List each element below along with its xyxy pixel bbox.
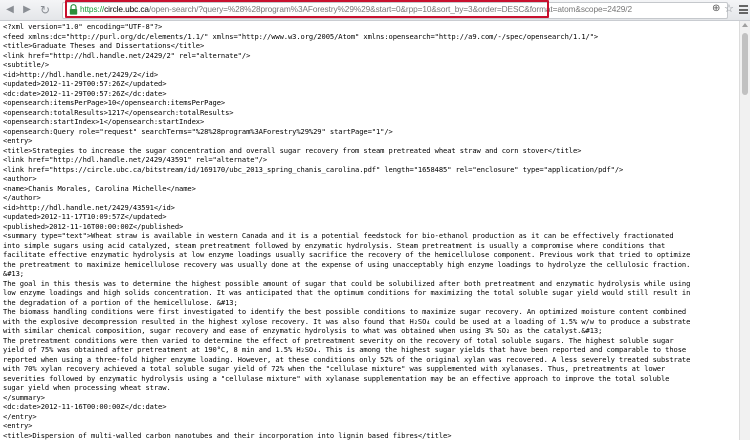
xml-line: the pretreatment to maximize hemicellulose recovery was usually done at the expense of using unacceptably high enzyme loadings to hydrolyze the cellulosic fraction. <box>3 259 691 269</box>
xml-line: <published>2012-11-16T00:00:00Z</published> <box>3 221 184 231</box>
xml-line: <entry> <box>3 136 33 145</box>
xml-line: <updated>2012-11-29T00:57:26Z</updated> <box>3 79 167 88</box>
xml-line: with similar chemical composition, sugar recovery and ease of enzymatic hydrolysis to what was obtained when using 3% SO₂ as the catalyst.&#13; <box>3 326 603 335</box>
xml-line: reported when using a three-fold higher enzyme loading. However, at these conditions only 52% of the original xylan was recovered. A less severely treated substrate <box>3 354 691 364</box>
xml-line: <link href="http://hdl.handle.net/2429/2" rel="alternate"/> <box>3 50 251 60</box>
xml-line: The goal in this thesis was to determine the highest possible amount of sugar that could be solubilized after both pretreatment and enzymatic hydrolysis while using <box>3 278 691 288</box>
xml-line: yield of 75% was obtained after pretreatment at 190°C, 8 min and 1.5% H₂SO₄. This is among the highest sugar yields that have been reported and comparable to those <box>3 345 687 354</box>
xml-line: <link href="https://circle.ubc.ca/bitstream/id/169170/ubc_2013_spring_chanis_carolina.pdf" length="1658485" rel="enclosure" type="application/pdf"/> <box>3 164 624 174</box>
xml-line: <author> <box>3 174 37 183</box>
xml-line: the degradation of a portion of the hemicellulose. &#13; <box>3 297 238 307</box>
url-scheme: https:// <box>80 4 105 14</box>
xml-line: <entry> <box>3 421 33 430</box>
xml-line: <link href="http://hdl.handle.net/2429/43591" rel="alternate"/> <box>3 155 268 164</box>
xml-line: <title>Strategies to increase the sugar concentration and overall sugar recovery from steam pretreated wheat straw and corn stover</title> <box>3 145 582 155</box>
xml-line: with the explosive decompression resulted in the highest xylose recovery. It was also found that H₂SO₄ could be used at a loading of 1.5% w/w to produce a substrate <box>3 316 691 326</box>
xml-line: <title>Graduate Theses and Dissertations</title> <box>3 41 205 50</box>
url-highlight-box <box>65 0 549 18</box>
zoom-icon[interactable]: ⊕ <box>712 3 721 14</box>
url-path: /open-search/?query=%28%28program%3AForestry%29%29&start=0&rpp=10&sort_by=3&order=DESC&format=atom&scope=2429/2 <box>148 4 633 14</box>
xml-line: into simple sugars using acid catalyzed, steam pretreatment followed by enzymatic hydrolysis. Steam pretreatment is usually a compromise where conditions that <box>3 240 666 250</box>
xml-line: </author> <box>3 193 41 202</box>
xml-line: <opensearch:Query role="request" searchTerms="%28%28program%3AForestry%29%29" startPage="1"/> <box>3 126 393 136</box>
forward-icon[interactable]: ▶ <box>23 4 31 15</box>
xml-line: <opensearch:startIndex>1</opensearch:startIndex> <box>3 117 205 126</box>
xml-line: </entry> <box>3 411 37 421</box>
xml-line: <opensearch:itemsPerPage>10</opensearch:itemsPerPage> <box>3 98 226 107</box>
vertical-scrollbar[interactable] <box>739 21 750 440</box>
xml-line: <dc:date>2012-11-29T00:57:26Z</dc:date> <box>3 88 167 98</box>
xml-line: <id>http://hdl.handle.net/2429/2</id> <box>3 69 159 79</box>
scroll-up-icon[interactable] <box>742 23 748 27</box>
xml-line: </summary> <box>3 392 45 402</box>
xml-line: <updated>2012-11-17T10:09:57Z</updated> <box>3 212 167 221</box>
menu-icon[interactable] <box>739 5 748 14</box>
xml-line: <dc:date>2012-11-16T00:00:00Z</dc:date> <box>3 402 167 411</box>
browser-toolbar <box>0 0 750 21</box>
xml-line: &#13; <box>3 269 24 278</box>
xml-line: The biomass handling conditions were first investigated to identify the best possible conditions to maximize sugar recovery. An optimized moisture content combined <box>3 307 687 316</box>
xml-line: severities followed by enzymatic hydrolysis using a "cellulase mixture" with xylanase supplementation may be an effective approach to improve the total soluble <box>3 373 670 383</box>
bookmark-star-icon[interactable]: ☆ <box>724 2 734 15</box>
xml-line: <subtitle/> <box>3 60 50 69</box>
xml-line: with 70% xylan recovery achieved a total soluble sugar yield of 72% when the "cellulase mixture" was supplemented with xylanases. Thus, pretreatments at lower <box>3 364 666 373</box>
xml-line: <?xml version="1.0" encoding="UTF-8"?> <box>3 22 163 31</box>
xml-line: sugar yield when processing wheat straw. <box>3 383 171 392</box>
xml-line: <name>Chanis Morales, Carolina Michelle</name> <box>3 183 196 193</box>
back-icon[interactable]: ◀ <box>6 4 14 15</box>
reload-icon[interactable]: ↻ <box>39 3 51 17</box>
xml-line: <id>http://hdl.handle.net/2429/43591</id> <box>3 202 175 212</box>
xml-line: <opensearch:totalResults>1217</opensearch:totalResults> <box>3 107 234 117</box>
xml-line: low enzyme loadings and high solids concentration. It was anticipated that the optimum conditions for maximizing the total soluble sugar yield would still result in <box>3 288 691 297</box>
xml-document <box>3 22 738 440</box>
url-host: circle.ubc.ca <box>104 4 149 14</box>
xml-line: <summary type="text">Wheat straw is available in western Canada and it is a potential feedstock for bio-ethanol production as it can be effectively fractionated <box>3 231 674 240</box>
xml-line: <feed xmlns:dc="http://purl.org/dc/elements/1.1/" xmlns="http://www.w3.org/2005/Atom" xmlns:opensearch="http://a9.com/-/spec/opensearch/1.1/"> <box>3 31 599 41</box>
xml-line: facilitate effective enzymatic hydrolysis at low enzyme loadings usually sacrifice the recovery of the hemicellulose component. Previous work that tried to optimize <box>3 250 691 259</box>
xml-line: The pretreatment conditions were then varied to determine the effect of pretreatment severity on the recovery of total soluble sugars. The highest soluble sugar <box>3 335 674 345</box>
scroll-thumb[interactable] <box>742 33 748 95</box>
xml-line: <title>Dispersion of multi-walled carbon nanotubes and their incorporation into lignin based fibres</title> <box>3 430 452 440</box>
